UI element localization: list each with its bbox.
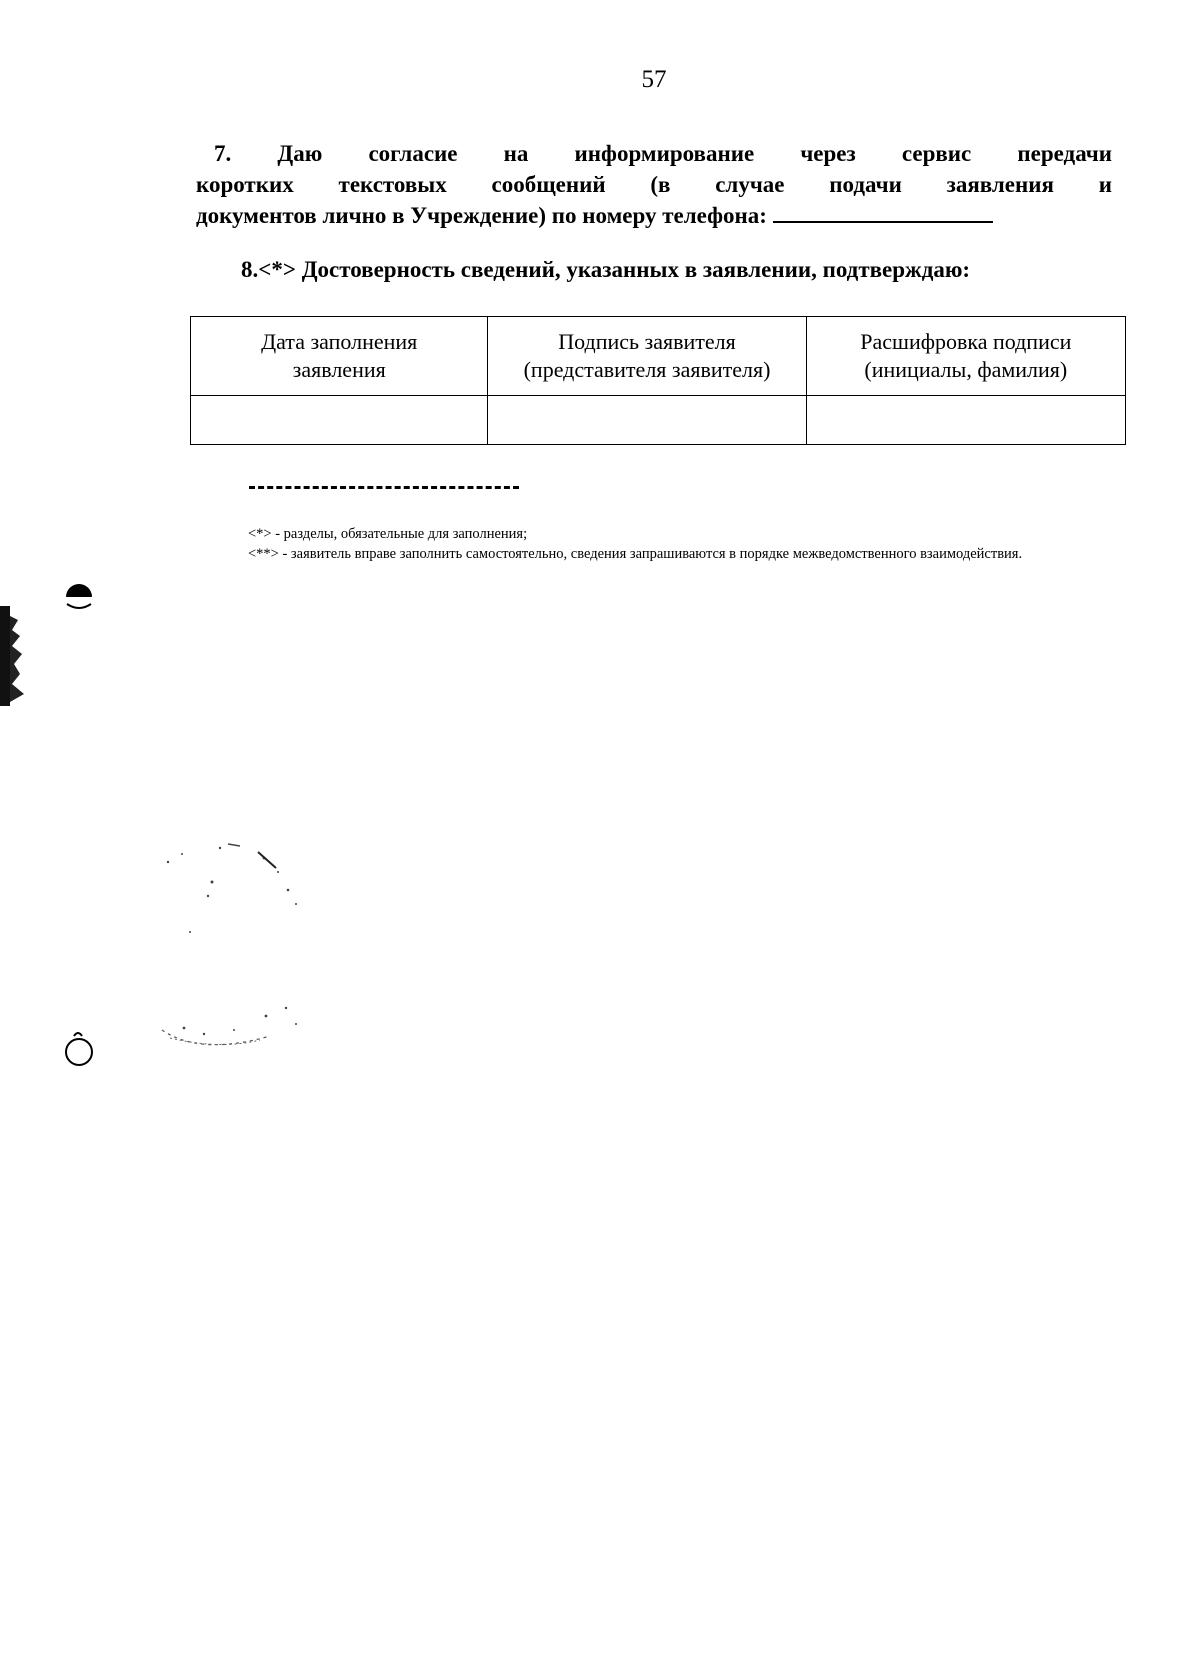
- header-applicant-signature-line2: (представителя заявителя): [523, 357, 771, 382]
- fill-date-cell[interactable]: [191, 396, 488, 445]
- consent-line-2: коротких текстовых сообщений (в случае подачи заявления и: [196, 172, 1112, 197]
- consent-line-3: [196, 200, 1112, 231]
- signature-table-row: [191, 396, 1126, 445]
- phone-number-field[interactable]: [773, 201, 993, 223]
- header-fill-date-line2: заявления: [292, 357, 386, 382]
- signature-table-header-row: [191, 317, 1126, 396]
- footnote-separator: [249, 486, 519, 489]
- header-signature-decoding-line2: (инициалы, фамилия): [864, 357, 1068, 382]
- header-signature-decoding-line1: Расшифровка подписи: [860, 329, 1072, 354]
- consent-line-3-text: документов лично в Учреждение) по номеру телефона:: [196, 203, 767, 228]
- page-number: 57: [641, 66, 667, 93]
- footnotes: [196, 524, 1112, 564]
- footnote-required: <*> - разделы, обязательные для заполнения;: [248, 526, 528, 542]
- consent-line-1: 7. Даю согласие на информирование через сервис передачи: [214, 141, 1112, 166]
- binding-edge-mark: [0, 606, 28, 706]
- header-fill-date-line1: Дата заполнения: [261, 329, 418, 354]
- faded-stamp-mark: [160, 840, 330, 1060]
- footnote-optional: <**> - заявитель вправе заполнить самостоятельно, сведения запрашиваются в порядке межведомственного взаимодействия.: [248, 546, 1023, 562]
- header-signature-decoding: [806, 317, 1125, 396]
- signature-decoding-cell[interactable]: [806, 396, 1125, 445]
- punch-hole-icon: [64, 583, 94, 613]
- header-fill-date: [191, 317, 488, 396]
- signature-table: [190, 316, 1126, 445]
- confirmation-heading: 8.<*> Достоверность сведений, указанных в заявлении, подтверждаю:: [241, 257, 971, 282]
- punch-hole-icon: [62, 1026, 96, 1070]
- header-applicant-signature-line1: Подпись заявителя: [558, 329, 736, 354]
- header-applicant-signature: [488, 317, 806, 396]
- consent-paragraph: [196, 138, 1112, 231]
- applicant-signature-cell[interactable]: [488, 396, 806, 445]
